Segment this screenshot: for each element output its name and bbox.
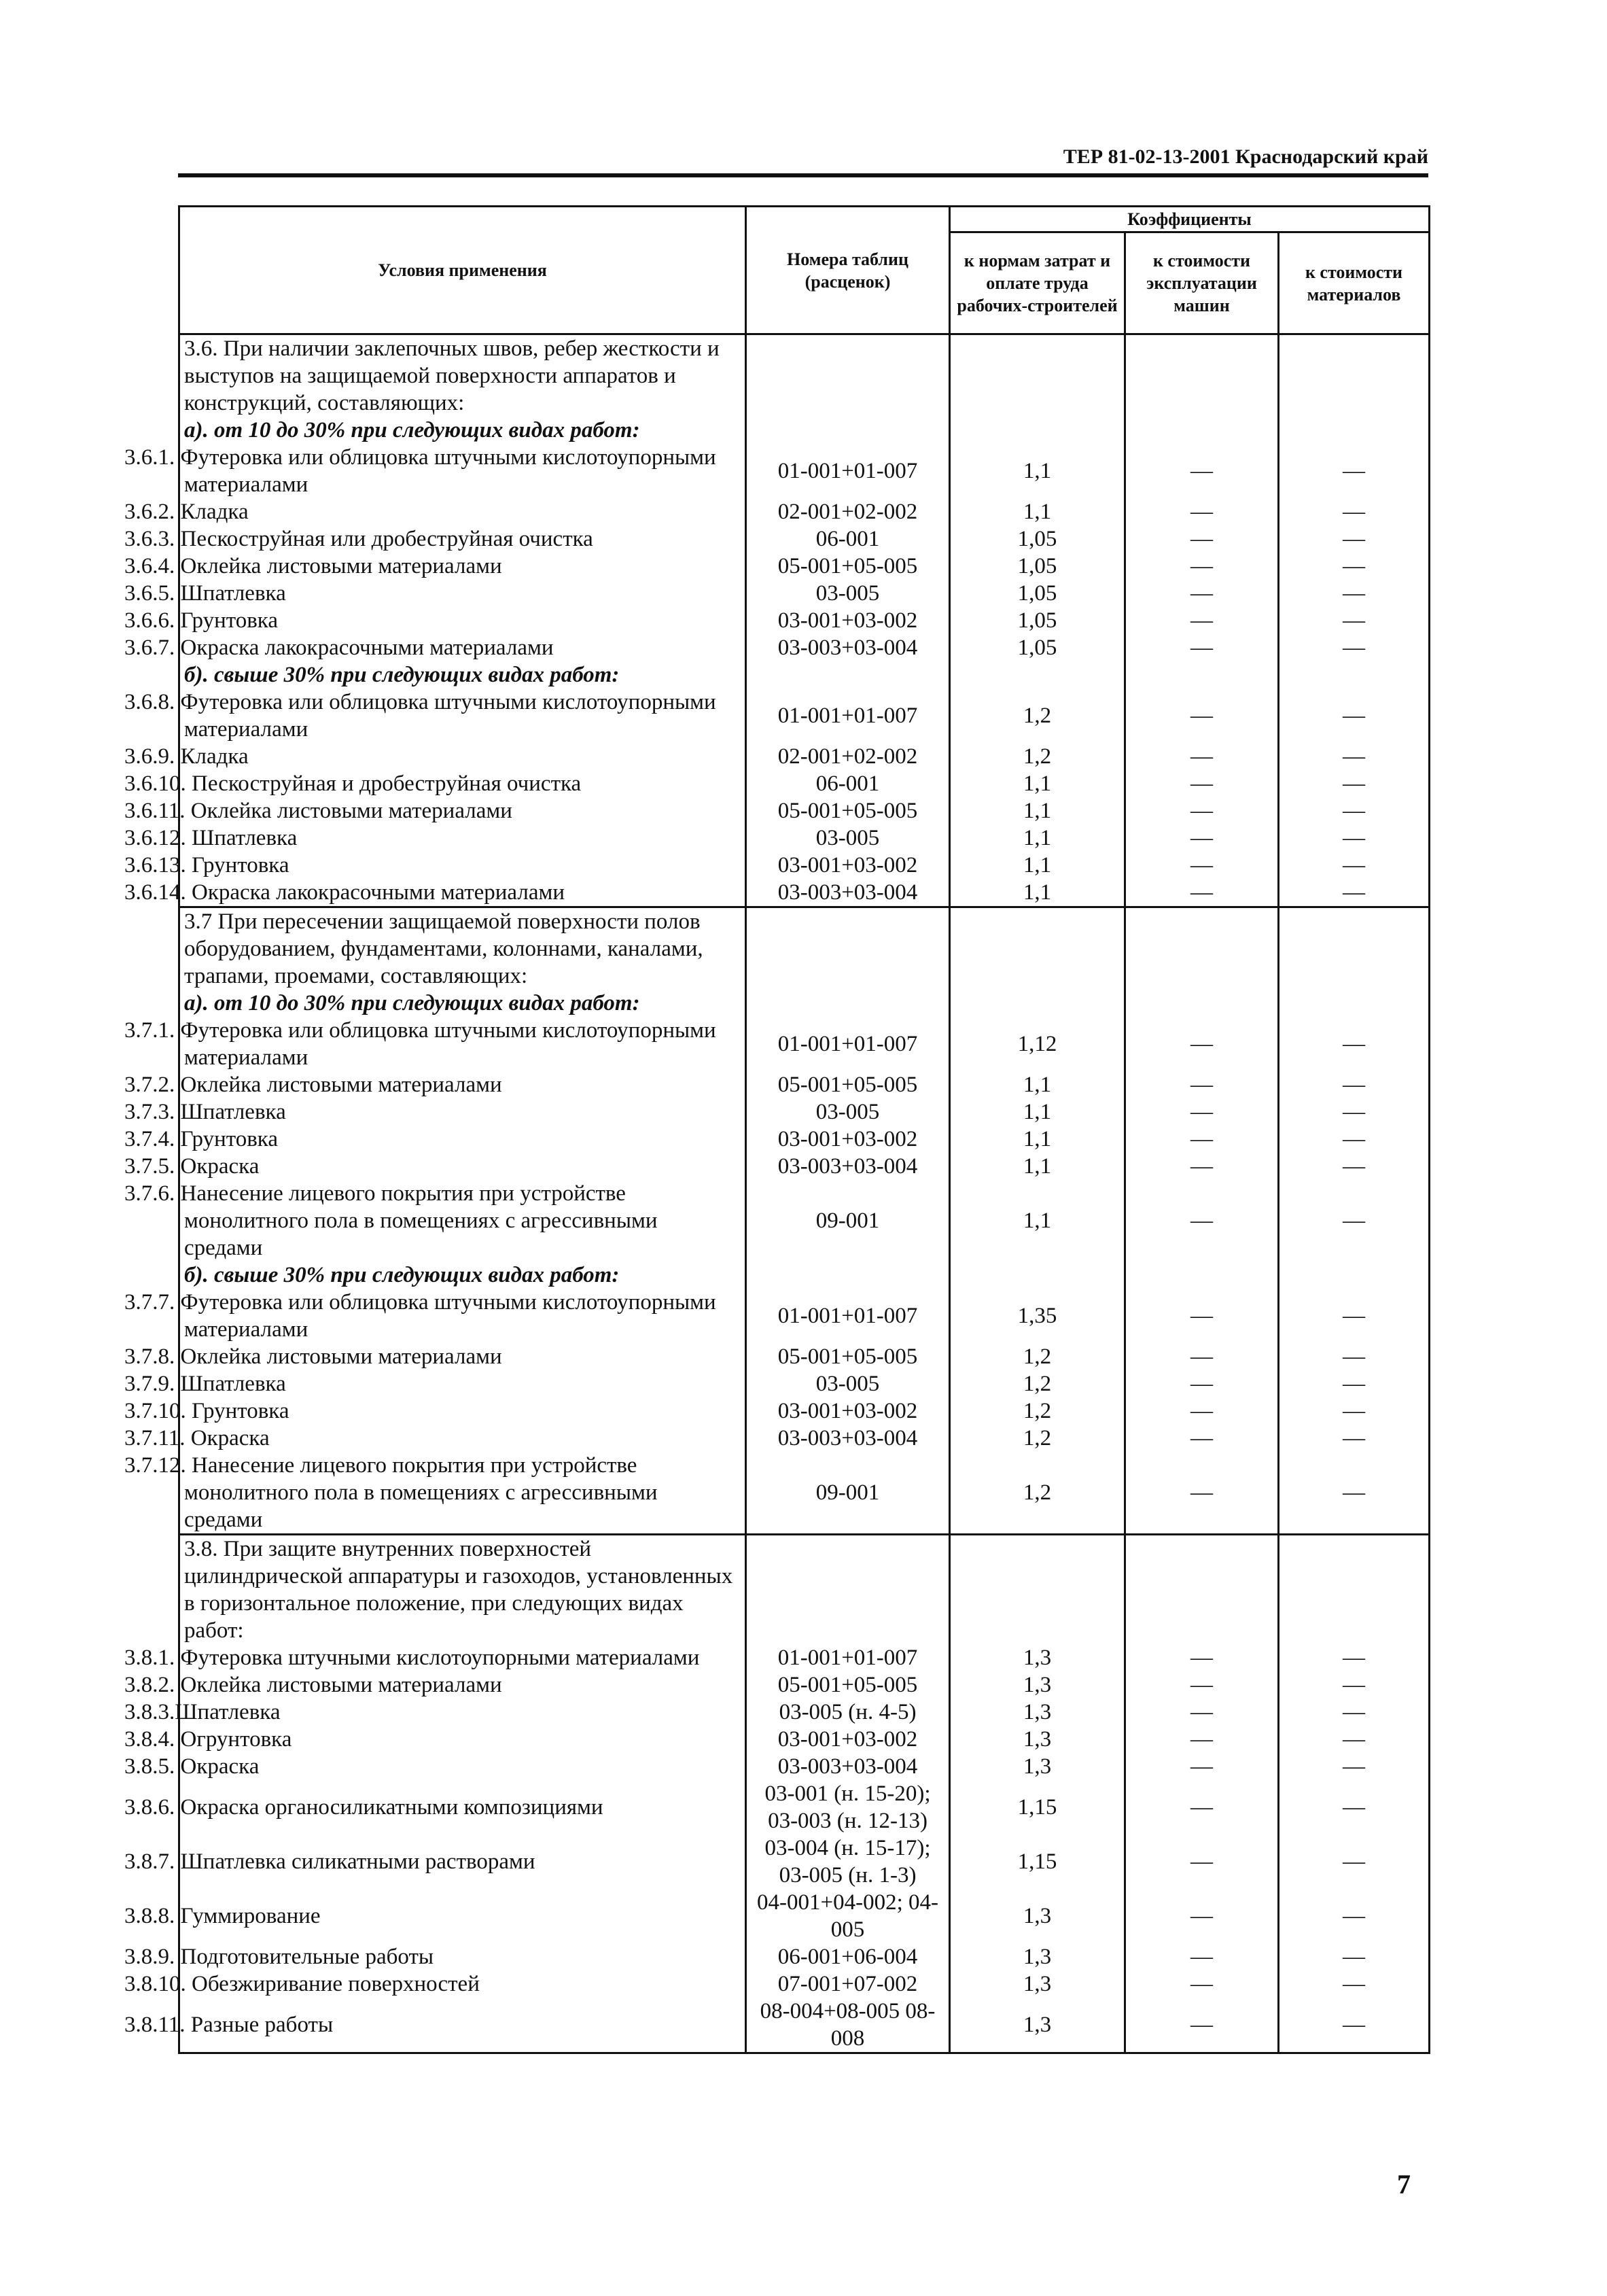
row-machines-coef: —: [1125, 444, 1279, 498]
row-condition: а). от 10 до 30% при следующих видах работ:: [179, 990, 746, 1017]
row-materials-coef: —: [1279, 1943, 1430, 1970]
col-tables: Номера таблиц (расценок): [746, 207, 950, 334]
row-tables: 02-001+02-002: [746, 498, 950, 525]
row-condition: 3.6.14. Окраска лакокрасочными материалами: [179, 879, 746, 907]
table-row: [179, 498, 1430, 525]
row-labor-coef: 1,2: [950, 1343, 1125, 1370]
row-labor-coef: 1,05: [950, 525, 1125, 553]
row-machines-coef: [1125, 417, 1279, 444]
row-condition: 3.6.1. Футеровка или облицовка штучными кислотоупорными материалами: [179, 444, 746, 498]
row-tables: 03-004 (н. 15-17); 03-005 (н. 1-3): [746, 1834, 950, 1889]
row-condition: 3.8.2. Оклейка листовыми материалами: [179, 1671, 746, 1699]
table-row: [179, 1970, 1430, 1998]
row-materials-coef: —: [1279, 1397, 1430, 1425]
row-machines-coef: —: [1125, 852, 1279, 879]
table-row: [179, 1452, 1430, 1535]
row-tables: 03-003+03-004: [746, 1425, 950, 1452]
row-machines-coef: [1125, 661, 1279, 689]
row-materials-coef: —: [1279, 770, 1430, 797]
row-materials-coef: —: [1279, 1153, 1430, 1180]
table-row: [179, 1535, 1430, 1645]
row-condition: 3.7.6. Нанесение лицевого покрытия при устройстве монолитного пола в помещениях с агрессивными средами: [179, 1180, 746, 1262]
row-labor-coef: 1,2: [950, 1425, 1125, 1452]
table-row: [179, 1998, 1430, 2053]
row-materials-coef: —: [1279, 1017, 1430, 1071]
row-materials-coef: —: [1279, 743, 1430, 770]
row-tables: 08-004+08-005 08-008: [746, 1998, 950, 2053]
row-machines-coef: —: [1125, 1180, 1279, 1262]
row-condition: 3.8.1. Футеровка штучными кислотоупорными материалами: [179, 1644, 746, 1671]
row-materials-coef: —: [1279, 1180, 1430, 1262]
row-condition: 3.7.11. Окраска: [179, 1425, 746, 1452]
table-row: [179, 1834, 1430, 1889]
row-machines-coef: —: [1125, 1889, 1279, 1943]
row-labor-coef: 1,3: [950, 1889, 1125, 1943]
row-machines-coef: [1125, 907, 1279, 990]
table-row: [179, 607, 1430, 634]
row-machines-coef: —: [1125, 1834, 1279, 1889]
row-tables: 01-001+01-007: [746, 1644, 950, 1671]
row-materials-coef: —: [1279, 607, 1430, 634]
row-condition: 3.7.12. Нанесение лицевого покрытия при устройстве монолитного пола в помещениях с агрессивными средами: [179, 1452, 746, 1535]
row-materials-coef: —: [1279, 498, 1430, 525]
header-rule: [178, 173, 1428, 177]
row-labor-coef: 1,3: [950, 1699, 1125, 1726]
table-row: [179, 553, 1430, 580]
row-machines-coef: [1125, 1262, 1279, 1289]
table-row: [179, 1153, 1430, 1180]
row-machines-coef: —: [1125, 689, 1279, 743]
row-condition: б). свыше 30% при следующих видах работ:: [179, 1262, 746, 1289]
table-row: [179, 743, 1430, 770]
table-row: [179, 1726, 1430, 1753]
col-machines: к стоимости эксплуатации машин: [1125, 232, 1279, 334]
row-materials-coef: —: [1279, 1699, 1430, 1726]
row-labor-coef: 1,1: [950, 1180, 1125, 1262]
row-tables: 03-003+03-004: [746, 1153, 950, 1180]
row-tables: 04-001+04-002; 04-005: [746, 1889, 950, 1943]
row-tables: 03-001+03-002: [746, 1126, 950, 1153]
row-machines-coef: —: [1125, 1970, 1279, 1998]
row-condition: 3.8.6. Окраска органосиликатными композициями: [179, 1780, 746, 1834]
row-tables: [746, 661, 950, 689]
col-coef-group: Коэффициенты: [950, 207, 1430, 232]
table-row: [179, 1644, 1430, 1671]
row-condition: 3.8.4. Огрунтовка: [179, 1726, 746, 1753]
row-tables: 03-001+03-002: [746, 607, 950, 634]
table-row: [179, 907, 1430, 990]
row-materials-coef: —: [1279, 1098, 1430, 1126]
row-materials-coef: —: [1279, 1644, 1430, 1671]
table-row: [179, 824, 1430, 852]
document-header: ТЕР 81-02-13-2001 Краснодарский край: [1063, 145, 1428, 168]
row-machines-coef: [1125, 1535, 1279, 1645]
table-row: [179, 334, 1430, 417]
row-condition: 3.6.11. Оклейка листовыми материалами: [179, 797, 746, 824]
row-labor-coef: 1,1: [950, 770, 1125, 797]
row-condition: 3.6.12. Шпатлевка: [179, 824, 746, 852]
row-materials-coef: —: [1279, 1671, 1430, 1699]
coefficients-table: [124, 205, 1430, 2054]
row-condition: 3.8.3.Шпатлевка: [179, 1699, 746, 1726]
row-materials-coef: —: [1279, 824, 1430, 852]
row-condition: 3.7.9. Шпатлевка: [179, 1370, 746, 1397]
row-labor-coef: [950, 990, 1125, 1017]
row-condition: 3.7.1. Футеровка или облицовка штучными кислотоупорными материалами: [179, 1017, 746, 1071]
row-machines-coef: —: [1125, 797, 1279, 824]
table-row: [179, 1370, 1430, 1397]
row-materials-coef: [1279, 661, 1430, 689]
row-materials-coef: —: [1279, 1753, 1430, 1780]
row-labor-coef: 1,1: [950, 498, 1125, 525]
row-labor-coef: 1,35: [950, 1289, 1125, 1343]
row-machines-coef: —: [1125, 1753, 1279, 1780]
row-tables: [746, 1535, 950, 1645]
row-tables: 03-005: [746, 1370, 950, 1397]
row-tables: 05-001+05-005: [746, 797, 950, 824]
table-row: [179, 879, 1430, 907]
row-condition: 3.7.5. Окраска: [179, 1153, 746, 1180]
table-row: [179, 1017, 1430, 1071]
row-tables: 03-005: [746, 1098, 950, 1126]
row-materials-coef: —: [1279, 1071, 1430, 1098]
row-machines-coef: —: [1125, 743, 1279, 770]
row-materials-coef: —: [1279, 879, 1430, 907]
row-tables: 03-001+03-002: [746, 852, 950, 879]
row-machines-coef: —: [1125, 634, 1279, 661]
row-materials-coef: [1279, 334, 1430, 417]
row-condition: 3.6.3. Пескоструйная или дробеструйная очистка: [179, 525, 746, 553]
table-row: [179, 580, 1430, 607]
row-condition: 3.7 При пересечении защищаемой поверхности полов оборудованием, фундаментами, колоннами, каналами, трапами, проемами, составляющих:: [179, 907, 746, 990]
row-condition: б). свыше 30% при следующих видах работ:: [179, 661, 746, 689]
row-labor-coef: 1,05: [950, 553, 1125, 580]
table-row: [179, 1889, 1430, 1943]
row-materials-coef: —: [1279, 1726, 1430, 1753]
row-labor-coef: 1,2: [950, 1370, 1125, 1397]
row-tables: [746, 907, 950, 990]
table-row: [179, 661, 1430, 689]
row-labor-coef: 1,12: [950, 1017, 1125, 1071]
row-tables: 03-005: [746, 824, 950, 852]
table-row: [179, 689, 1430, 743]
row-tables: 01-001+01-007: [746, 1017, 950, 1071]
row-machines-coef: —: [1125, 1343, 1279, 1370]
row-materials-coef: —: [1279, 1452, 1430, 1535]
row-labor-coef: 1,1: [950, 879, 1125, 907]
row-tables: 05-001+05-005: [746, 1343, 950, 1370]
row-condition: 3.6.2. Кладка: [179, 498, 746, 525]
row-condition: а). от 10 до 30% при следующих видах работ:: [179, 417, 746, 444]
row-condition: 3.8. При защите внутренних поверхностей цилиндрической аппаратуры и газоходов, установленных в горизонтальное положение, при следующих видах работ:: [179, 1535, 746, 1645]
row-labor-coef: [950, 1535, 1125, 1645]
row-materials-coef: —: [1279, 525, 1430, 553]
row-labor-coef: 1,05: [950, 634, 1125, 661]
row-materials-coef: —: [1279, 1970, 1430, 1998]
row-tables: [746, 990, 950, 1017]
row-materials-coef: —: [1279, 797, 1430, 824]
row-condition: 3.6.13. Грунтовка: [179, 852, 746, 879]
row-machines-coef: —: [1125, 1370, 1279, 1397]
row-labor-coef: 1,15: [950, 1780, 1125, 1834]
table-row: [179, 1071, 1430, 1098]
row-labor-coef: 1,2: [950, 1452, 1125, 1535]
row-tables: [746, 1262, 950, 1289]
row-condition: 3.7.8. Оклейка листовыми материалами: [179, 1343, 746, 1370]
row-machines-coef: —: [1125, 525, 1279, 553]
row-labor-coef: 1,3: [950, 1998, 1125, 2053]
row-tables: 03-005 (н. 4-5): [746, 1699, 950, 1726]
table-row: [179, 1289, 1430, 1343]
row-condition: 3.8.7. Шпатлевка силикатными растворами: [179, 1834, 746, 1889]
row-tables: 03-001 (н. 15-20); 03-003 (н. 12-13): [746, 1780, 950, 1834]
row-condition: 3.8.10. Обезжиривание поверхностей: [179, 1970, 746, 1998]
row-materials-coef: —: [1279, 852, 1430, 879]
table-row: [179, 1343, 1430, 1370]
row-machines-coef: —: [1125, 607, 1279, 634]
row-condition: 3.8.9. Подготовительные работы: [179, 1943, 746, 1970]
row-tables: 05-001+05-005: [746, 553, 950, 580]
table-row: [179, 1126, 1430, 1153]
table-row: [179, 1098, 1430, 1126]
row-tables: 05-001+05-005: [746, 1671, 950, 1699]
table-row: [179, 1753, 1430, 1780]
row-condition: 3.7.10. Грунтовка: [179, 1397, 746, 1425]
col-materials: к стоимости материалов: [1279, 232, 1430, 334]
table-row: [179, 634, 1430, 661]
row-labor-coef: 1,3: [950, 1970, 1125, 1998]
row-labor-coef: [950, 1262, 1125, 1289]
table-row: [179, 1943, 1430, 1970]
row-labor-coef: 1,1: [950, 1153, 1125, 1180]
row-tables: 09-001: [746, 1180, 950, 1262]
page-number: 7: [1397, 2169, 1411, 2199]
row-condition: 3.6.10. Пескоструйная и дробеструйная очистка: [179, 770, 746, 797]
table-row: [179, 797, 1430, 824]
row-tables: 06-001: [746, 770, 950, 797]
table-row: [179, 1397, 1430, 1425]
row-condition: 3.6.5. Шпатлевка: [179, 580, 746, 607]
row-labor-coef: 1,3: [950, 1644, 1125, 1671]
row-labor-coef: 1,2: [950, 743, 1125, 770]
row-machines-coef: —: [1125, 1671, 1279, 1699]
row-machines-coef: —: [1125, 1071, 1279, 1098]
row-machines-coef: —: [1125, 1452, 1279, 1535]
row-tables: 06-001+06-004: [746, 1943, 950, 1970]
row-materials-coef: [1279, 417, 1430, 444]
col-labor: к нормам затрат и оплате труда рабочих-строителей: [950, 232, 1125, 334]
row-materials-coef: —: [1279, 1370, 1430, 1397]
row-materials-coef: —: [1279, 444, 1430, 498]
table-row: [179, 525, 1430, 553]
row-condition: 3.6. При наличии заклепочных швов, ребер жесткости и выступов на защищаемой поверхности аппаратов и конструкций, составляющих:: [179, 334, 746, 417]
row-machines-coef: —: [1125, 1726, 1279, 1753]
table-row: [179, 1180, 1430, 1262]
row-tables: [746, 417, 950, 444]
table-row: [179, 1780, 1430, 1834]
row-machines-coef: —: [1125, 1289, 1279, 1343]
row-labor-coef: 1,1: [950, 824, 1125, 852]
row-machines-coef: —: [1125, 1998, 1279, 2053]
table-row: [179, 1699, 1430, 1726]
row-machines-coef: —: [1125, 1644, 1279, 1671]
row-materials-coef: —: [1279, 580, 1430, 607]
table-row: [179, 990, 1430, 1017]
row-labor-coef: [950, 661, 1125, 689]
row-labor-coef: 1,3: [950, 1943, 1125, 1970]
row-tables: 03-005: [746, 580, 950, 607]
table-row: [179, 417, 1430, 444]
row-materials-coef: —: [1279, 634, 1430, 661]
row-labor-coef: 1,2: [950, 689, 1125, 743]
row-materials-coef: [1279, 1262, 1430, 1289]
row-machines-coef: —: [1125, 1153, 1279, 1180]
row-labor-coef: 1,05: [950, 580, 1125, 607]
row-condition: 3.8.8. Гуммирование: [179, 1889, 746, 1943]
row-materials-coef: —: [1279, 1998, 1430, 2053]
row-tables: 03-003+03-004: [746, 879, 950, 907]
row-labor-coef: 1,1: [950, 1126, 1125, 1153]
row-machines-coef: —: [1125, 1699, 1279, 1726]
row-machines-coef: —: [1125, 1943, 1279, 1970]
row-labor-coef: 1,3: [950, 1671, 1125, 1699]
row-materials-coef: —: [1279, 1425, 1430, 1452]
table-row: [179, 852, 1430, 879]
row-labor-coef: 1,2: [950, 1397, 1125, 1425]
row-labor-coef: [950, 907, 1125, 990]
row-labor-coef: 1,05: [950, 607, 1125, 634]
row-labor-coef: 1,15: [950, 1834, 1125, 1889]
row-materials-coef: [1279, 907, 1430, 990]
row-tables: 03-003+03-004: [746, 1753, 950, 1780]
row-labor-coef: 1,3: [950, 1726, 1125, 1753]
row-condition: 3.6.7. Окраска лакокрасочными материалами: [179, 634, 746, 661]
row-materials-coef: —: [1279, 1834, 1430, 1889]
row-tables: 01-001+01-007: [746, 689, 950, 743]
row-materials-coef: —: [1279, 1343, 1430, 1370]
table-row: [179, 1262, 1430, 1289]
table-row: [179, 770, 1430, 797]
row-tables: 09-001: [746, 1452, 950, 1535]
row-tables: 05-001+05-005: [746, 1071, 950, 1098]
row-materials-coef: —: [1279, 1780, 1430, 1834]
row-tables: 06-001: [746, 525, 950, 553]
row-condition: 3.8.5. Окраска: [179, 1753, 746, 1780]
row-condition: 3.8.11. Разные работы: [179, 1998, 746, 2053]
row-materials-coef: —: [1279, 1126, 1430, 1153]
row-machines-coef: [1125, 334, 1279, 417]
row-materials-coef: —: [1279, 553, 1430, 580]
row-machines-coef: —: [1125, 770, 1279, 797]
row-materials-coef: —: [1279, 1889, 1430, 1943]
row-labor-coef: 1,1: [950, 1071, 1125, 1098]
row-tables: 03-001+03-002: [746, 1397, 950, 1425]
row-condition: 3.6.9. Кладка: [179, 743, 746, 770]
row-materials-coef: —: [1279, 689, 1430, 743]
row-tables: 07-001+07-002: [746, 1970, 950, 1998]
row-condition: 3.7.2. Оклейка листовыми материалами: [179, 1071, 746, 1098]
row-tables: 01-001+01-007: [746, 1289, 950, 1343]
row-materials-coef: [1279, 990, 1430, 1017]
row-labor-coef: 1,1: [950, 797, 1125, 824]
row-machines-coef: —: [1125, 879, 1279, 907]
table-row: [179, 1671, 1430, 1699]
row-machines-coef: —: [1125, 1126, 1279, 1153]
row-machines-coef: —: [1125, 580, 1279, 607]
row-condition: 3.6.8. Футеровка или облицовка штучными кислотоупорными материалами: [179, 689, 746, 743]
row-materials-coef: [1279, 1535, 1430, 1645]
row-machines-coef: —: [1125, 1425, 1279, 1452]
row-labor-coef: 1,1: [950, 1098, 1125, 1126]
table-row: [179, 444, 1430, 498]
row-machines-coef: [1125, 990, 1279, 1017]
row-labor-coef: [950, 334, 1125, 417]
row-tables: 03-003+03-004: [746, 634, 950, 661]
row-machines-coef: —: [1125, 1397, 1279, 1425]
row-tables: 01-001+01-007: [746, 444, 950, 498]
row-condition: 3.7.4. Грунтовка: [179, 1126, 746, 1153]
row-tables: [746, 334, 950, 417]
col-condition: Условия применения: [179, 207, 746, 334]
row-machines-coef: —: [1125, 1780, 1279, 1834]
table-row: [179, 1425, 1430, 1452]
row-machines-coef: —: [1125, 498, 1279, 525]
row-labor-coef: [950, 417, 1125, 444]
row-labor-coef: 1,1: [950, 444, 1125, 498]
row-tables: 02-001+02-002: [746, 743, 950, 770]
row-tables: 03-001+03-002: [746, 1726, 950, 1753]
row-machines-coef: —: [1125, 1017, 1279, 1071]
row-labor-coef: 1,1: [950, 852, 1125, 879]
row-machines-coef: —: [1125, 824, 1279, 852]
row-condition: 3.6.6. Грунтовка: [179, 607, 746, 634]
row-condition: 3.7.7. Футеровка или облицовка штучными кислотоупорными материалами: [179, 1289, 746, 1343]
row-materials-coef: —: [1279, 1289, 1430, 1343]
row-machines-coef: —: [1125, 1098, 1279, 1126]
row-condition: 3.6.4. Оклейка листовыми материалами: [179, 553, 746, 580]
row-condition: 3.7.3. Шпатлевка: [179, 1098, 746, 1126]
row-labor-coef: 1,3: [950, 1753, 1125, 1780]
row-machines-coef: —: [1125, 553, 1279, 580]
